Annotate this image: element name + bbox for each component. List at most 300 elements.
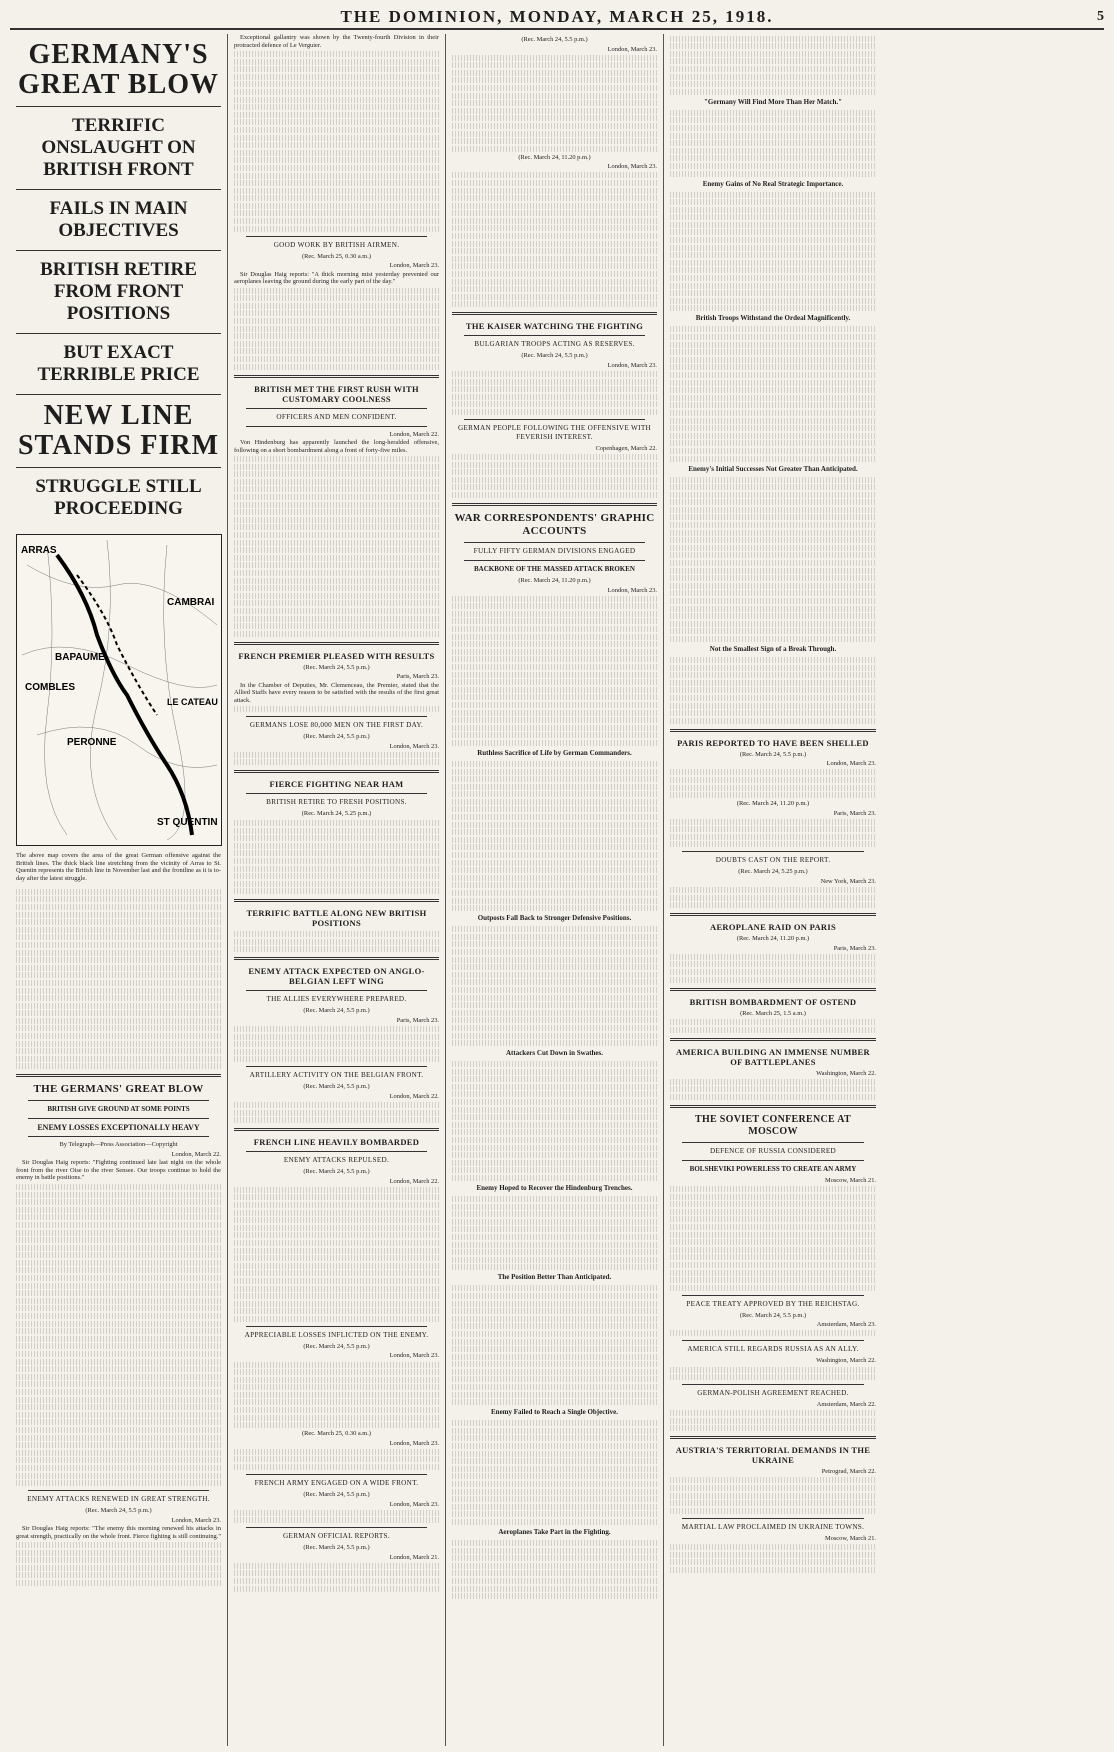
body-text-line [16,1465,221,1471]
body-text-line [16,988,221,994]
dateline: Paris, March 23. [833,809,876,817]
body-text-line [234,195,439,201]
body-text-line [452,875,657,881]
body-text-line [452,225,657,231]
body-text-line [670,1367,876,1373]
body-text-line [670,364,876,370]
body-text-line [234,593,439,599]
body-text-line [670,977,876,983]
column-1 [10,34,228,1746]
body-text-line [452,77,657,83]
body-text-line [234,180,439,186]
body-text-line [452,188,657,194]
body-text-line [670,954,876,960]
received-line: (Rec. March 24, 5.5 p.m.) [739,750,807,758]
body-text-line [452,1025,657,1031]
body-text-line [234,318,439,324]
body-text-line [452,656,657,662]
body-text-line [452,1301,657,1307]
body-text-line [670,961,876,967]
body-text-line [670,606,876,612]
dateline: New York, March 23. [820,877,876,885]
body-text-line [16,1442,221,1448]
body-text-line [670,1552,876,1558]
body-text-line [234,850,439,856]
body-text-line [670,1186,876,1192]
body-text-line [452,1511,657,1517]
body-text-line [670,1270,876,1276]
article-lead: Sir Douglas Haig reports: "The enemy this morning renewed his attacks in great strength, practically on the whole front. Fierce fighting is still continuing." [16,1525,221,1540]
body-text-line [452,725,657,731]
body-text-line [670,433,876,439]
body-text-line [670,229,876,235]
body-text-line [670,514,876,520]
section-german-polish: GERMAN-POLISH AGREEMENT REACHED. [697,1389,849,1398]
dateline: Paris, March 23. [396,1016,439,1024]
body-text-line [16,972,221,978]
body-text-line [234,295,439,301]
body-text-line [452,941,657,947]
body-text-line [234,119,439,125]
body-text-line [234,555,439,561]
body-text-line [16,950,221,956]
body-text-line [452,1145,657,1151]
body-text-line [670,1201,876,1207]
body-text-line [16,1366,221,1372]
body-text-line [234,1578,439,1584]
dateline: Petrograd, March 22. [821,1468,876,1476]
body-text-line [452,784,657,790]
body-text-line [234,600,439,606]
body-text-line [452,694,657,700]
body-text-line [452,618,657,624]
body-text-line [452,492,657,498]
body-text-line [234,66,439,72]
body-text-line [234,1384,439,1390]
body-text-line [16,1374,221,1380]
body-text-line [670,260,876,266]
subhead: BULGARIAN TROOPS ACTING AS RESERVES. [474,340,635,349]
body-text-line [670,499,876,505]
received-line: (Rec. March 24, 5.5 p.m.) [303,1342,370,1350]
body-text-line [234,112,439,118]
body-text-line [452,1175,657,1181]
body-text-line [234,828,439,834]
body-text-line [452,649,657,655]
received-line: (Rec. March 24, 5.5 p.m.) [303,1007,370,1015]
headline-main: GERMANY'S GREAT BLOW [16,34,221,107]
body-text-line [452,1346,657,1352]
body-text-line [452,1399,657,1405]
body-text-line [16,1260,221,1266]
body-text-line [670,222,876,228]
body-text-line [452,279,657,285]
body-text-line [234,631,439,637]
body-text-line [452,100,657,106]
body-text-line [234,165,439,171]
body-text-line [234,104,439,110]
subhead: Enemy Gains of No Real Strategic Importance. [702,179,844,188]
body-text-line [234,356,439,362]
body-text-line [670,305,876,311]
body-text-line [452,860,657,866]
body-text-line [670,895,876,901]
page-number: 5 [1097,9,1104,24]
received-line: (Rec. March 25, 0.30 a.m.) [301,1430,372,1438]
body-text-line [452,844,657,850]
dateline: London, March 23. [171,1516,221,1524]
article-lead: Sir Douglas Haig reports: "A thick morning mist yesterday prevented our aeroplanes leaving the ground during the early part of the day." [234,270,439,286]
body-text-line [670,456,876,462]
body-text-line [452,672,657,678]
body-text-line [452,1033,657,1039]
body-text-line [16,995,221,1001]
body-text-line [234,173,439,179]
body-text-line [452,1420,657,1426]
body-text-line [670,440,876,446]
column-2 [228,34,446,1746]
body-text-line [670,267,876,273]
body-text-line [670,425,876,431]
body-text-line [234,946,439,952]
received-line: (Rec. March 24, 5.25 p.m.) [301,810,372,818]
section-enemy-attacks-renewed: ENEMY ATTACKS RENEWED IN GREAT STRENGTH. [27,1495,210,1504]
body-text-line [452,138,657,144]
section-america-russia-ally: AMERICA STILL REGARDS RUSSIA AS AN ALLY. [687,1345,859,1354]
body-text-line [452,1369,657,1375]
dateline: Washington, March 22. [816,1069,876,1077]
body-text-line [452,1167,657,1173]
body-text-line [452,1458,657,1464]
body-text-line [16,1283,221,1289]
subhead: BOLSHEVIKI POWERLESS TO CREATE AN ARMY [689,1165,857,1173]
map-label-combles: COMBLES [25,682,75,693]
body-text-line [670,1019,876,1025]
body-text-line [234,74,439,80]
body-text-line [234,464,439,470]
body-text-line [452,1257,657,1263]
section-war-correspondents: WAR CORRESPONDENTS' GRAPHIC ACCOUNTS [454,512,655,538]
subhead: Enemy Hoped to Recover the Hindenburg Trenches. [476,1184,633,1192]
masthead [10,6,1104,30]
body-text-line [234,1217,439,1223]
body-text-line [670,290,876,296]
dateline: Copenhagen, March 22. [595,444,657,452]
body-text-line [670,1567,876,1573]
section-good-work-airmen: GOOD WORK BY BRITISH AIRMEN. [273,240,400,249]
body-text-line [234,858,439,864]
subhead: THE ALLIES EVERYWHERE PREPARED. [266,995,407,1004]
body-text-line [670,334,876,340]
map-label-le-cateau: LE CATEAU [167,697,218,707]
subhead: Attackers Cut Down in Swathes. [505,1049,604,1058]
body-text-line [234,706,439,712]
body-text-line [670,598,876,604]
body-text-line [16,1199,221,1205]
body-text-line [670,718,876,724]
body-text-line [234,127,439,133]
body-text-line [452,710,657,716]
body-text-line [452,1428,657,1434]
dateline: London, March 23. [389,1439,439,1447]
body-text-line [452,454,657,460]
body-text-line [452,1473,657,1479]
body-text-line [16,957,221,963]
body-text-line [452,248,657,254]
body-text-line [452,271,657,277]
body-text-line [452,1593,657,1599]
body-text-line [670,51,876,57]
subhead: Enemy Failed to Reach a Single Objective. [491,1408,618,1417]
body-text-line [670,710,876,716]
body-text-line [452,979,657,985]
received-line: (Rec. March 24, 11.20 p.m.) [518,153,591,161]
body-text-line [452,761,657,767]
body-text-line [234,1369,439,1375]
body-text-line [452,814,657,820]
body-text-line [670,665,876,671]
body-text-line [234,1308,439,1314]
body-text-line [670,530,876,536]
body-text-line [670,785,876,791]
body-text-line [452,1451,657,1457]
map-label-cambrai: CAMBRAI [167,597,215,608]
dateline: London, March 23. [389,262,439,270]
section-german-people-feverish: GERMAN PEOPLE FOLLOWING THE OFFENSIVE WITH FEVERISH INTEREST. [457,423,651,441]
body-text-line [452,70,657,76]
body-text-line [16,1207,221,1213]
received-line: (Rec. March 24, 5.5 p.m.) [303,663,370,671]
body-text-line [234,608,439,614]
body-text-line [452,1361,657,1367]
map-caption: The above map covers the area of the great German offensive against the British lines. The thick black line stretching from the vicinity of Arras to St. Quentin represents the British line in November last and the frontline as it is to-day after the latest struggle. [16,852,221,882]
body-text-line [16,1343,221,1349]
received-line: (Rec. March 24, 5.5 p.m.) [303,1083,370,1091]
body-text-line [234,888,439,894]
article-lead: Sir Douglas Haig reports: "Fighting continued late last night on the whole front from the river Oise to the river Sensee. Our troops continue to hold the enemy in battle positions." [16,1159,221,1182]
dateline: London, March 23. [607,361,657,369]
body-text-line [452,776,657,782]
body-text-line [16,1397,221,1403]
body-text-line [670,117,876,123]
body-text-line [670,628,876,634]
subhead: Outposts Fall Back to Stronger Defensive Positions. [477,914,632,923]
body-text-line [234,341,439,347]
received-line: (Rec. March 24, 5.5 p.m.) [739,1311,807,1319]
body-text-line [452,1376,657,1382]
body-text-line [452,131,657,137]
body-text-line [452,1563,657,1569]
body-text-line [670,1239,876,1245]
body-text-line [234,210,439,216]
body-text-line [670,89,876,95]
body-text-line [670,1508,876,1514]
body-text-line [234,142,439,148]
body-text-line [16,1321,221,1327]
subhead: Not the Smallest Sign of a Break Through. [709,644,837,653]
body-text-line [234,364,439,370]
body-text-line [16,1214,221,1220]
body-text-line [670,507,876,513]
body-text-line [234,1263,439,1269]
section-aeroplane-raid-paris: AEROPLANE RAID ON PARIS [710,922,836,933]
body-text-line [452,1084,657,1090]
body-text-line [452,108,657,114]
body-text-line [234,1255,439,1261]
body-text-line [452,1226,657,1232]
subhead: "Germany Will Find More Than Her Match." [704,97,842,106]
received-line: (Rec. March 24, 5.5 p.m.) [521,352,588,360]
body-text-line [234,89,439,95]
body-text-line [452,634,657,640]
body-text-line [16,1565,221,1571]
masthead-title: THE DOMINION, MONDAY, MARCH 25, 1918. [340,7,774,26]
body-text-line [452,641,657,647]
body-text-line [16,1230,221,1236]
received-line: (Rec. March 25, 1.5 a.m.) [740,1009,806,1017]
body-text-line [16,896,221,902]
body-text-line [452,852,657,858]
body-text-line [670,163,876,169]
body-text-line [452,1586,657,1592]
body-text-line [16,1025,221,1031]
body-text-line [452,1339,657,1345]
body-text-line [670,58,876,64]
received-line: (Rec. March 24, 5.5 p.m.) [303,1491,370,1499]
article-lead: Von Hindenburg has apparently launched the long-heralded offensive, following on a short bombardment along a front of forty-five miles. [234,439,439,454]
received-line: (Rec. March 24, 11.20 p.m.) [736,800,810,808]
body-text-line [452,799,657,805]
body-text-line [452,1219,657,1225]
body-text-line [452,294,657,300]
section-appreciable-losses: APPRECIABLE LOSSES INFLICTED ON THE ENEMY. [244,1330,429,1339]
section-germans-lose: GERMANS LOSE 80,000 MEN ON THE FIRST DAY. [249,721,424,730]
body-text-line [452,687,657,693]
column-3 [446,34,664,1746]
body-text-line [670,492,876,498]
body-text-line [452,867,657,873]
body-text-line [670,1544,876,1550]
body-text-line [670,410,876,416]
body-text-line [234,1456,439,1462]
body-text-line [670,703,876,709]
body-text-line [452,1384,657,1390]
body-text-line [670,1277,876,1283]
section-austria-ukraine: AUSTRIA'S TERRITORIAL DEMANDS IN THE UKRAINE [675,1445,871,1466]
body-text-line [234,479,439,485]
body-text-line [452,905,657,911]
body-text-line [670,841,876,847]
body-text-line [670,1224,876,1230]
body-text-line [452,462,657,468]
body-text-line [670,171,876,177]
received-line: (Rec. March 24, 5.5 p.m.) [303,1544,370,1552]
body-text-line [16,1473,221,1479]
body-text-line [452,1308,657,1314]
body-text-line [670,148,876,154]
body-text-line [452,987,657,993]
body-text-line [670,133,876,139]
subhead: ENEMY ATTACKS REPULSED. [283,1156,390,1165]
dateline: London, March 22. [389,1092,439,1100]
body-text-line [452,1091,657,1097]
received-line: (Rec. March 24, 11.20 p.m.) [736,935,810,943]
body-text-line [452,379,657,385]
body-text-line [234,1399,439,1405]
body-text-line [670,1418,876,1424]
body-text-line [670,583,876,589]
body-text-line [670,560,876,566]
body-text-line [16,1359,221,1365]
body-text-line [670,155,876,161]
subhead: Ruthless Sacrifice of Life by German Commanders. [477,748,632,757]
body-text-line [670,552,876,558]
section-doubts-cast: DOUBTS CAST ON THE REPORT. [715,856,831,865]
body-text-line [234,752,439,758]
body-text-line [234,1377,439,1383]
body-text-line [452,1481,657,1487]
body-text-line [670,1285,876,1291]
section-german-official-reports: GERMAN OFFICIAL REPORTS. [283,1532,390,1541]
body-text-line [234,1210,439,1216]
body-text-line [670,1216,876,1222]
body-text-line [16,1457,221,1463]
body-text-line [670,1500,876,1506]
body-text-line [234,1570,439,1576]
subhead: Aeroplanes Take Part in the Fighting. [498,1527,611,1536]
body-text-line [452,1570,657,1576]
body-text-line [670,1209,876,1215]
section-french-army-wide-front: FRENCH ARMY ENGAGED ON A WIDE FRONT. [254,1479,419,1488]
dateline: London, March 21. [389,1553,439,1561]
body-text-line [452,1466,657,1472]
body-text-line [452,1331,657,1337]
body-text-line [234,1117,439,1123]
map-label-arras: ARRAS [21,545,57,556]
body-text-line [670,834,876,840]
body-text-line [16,1033,221,1039]
body-text-line [670,448,876,454]
body-text-line [452,740,657,746]
body-text-line [452,1002,657,1008]
body-text-line [670,484,876,490]
body-text-line [16,980,221,986]
body-text-line [670,1262,876,1268]
body-text-line [670,349,876,355]
body-text-line [234,81,439,87]
body-text-line [452,769,657,775]
body-text-line [234,1286,439,1292]
received-line: (Rec. March 24, 5.25 p.m.) [738,868,808,876]
body-text-line [234,585,439,591]
body-text-line [234,866,439,872]
body-text-line [452,926,657,932]
body-text-line [452,1061,657,1067]
body-text-line [452,1392,657,1398]
body-text-line [452,85,657,91]
dateline: London, March 23. [389,1500,439,1508]
body-text-line [234,1026,439,1032]
body-text-line [670,342,876,348]
dateline: Washington, March 22. [816,1357,876,1365]
body-text-line [670,1477,876,1483]
subhead: BACKBONE OF THE MASSED ATTACK BROKEN [474,565,635,574]
body-text-line [452,371,657,377]
body-text-line [452,1122,657,1128]
body-text-line [670,545,876,551]
body-text-line [670,192,876,198]
body-text-line [234,1407,439,1413]
